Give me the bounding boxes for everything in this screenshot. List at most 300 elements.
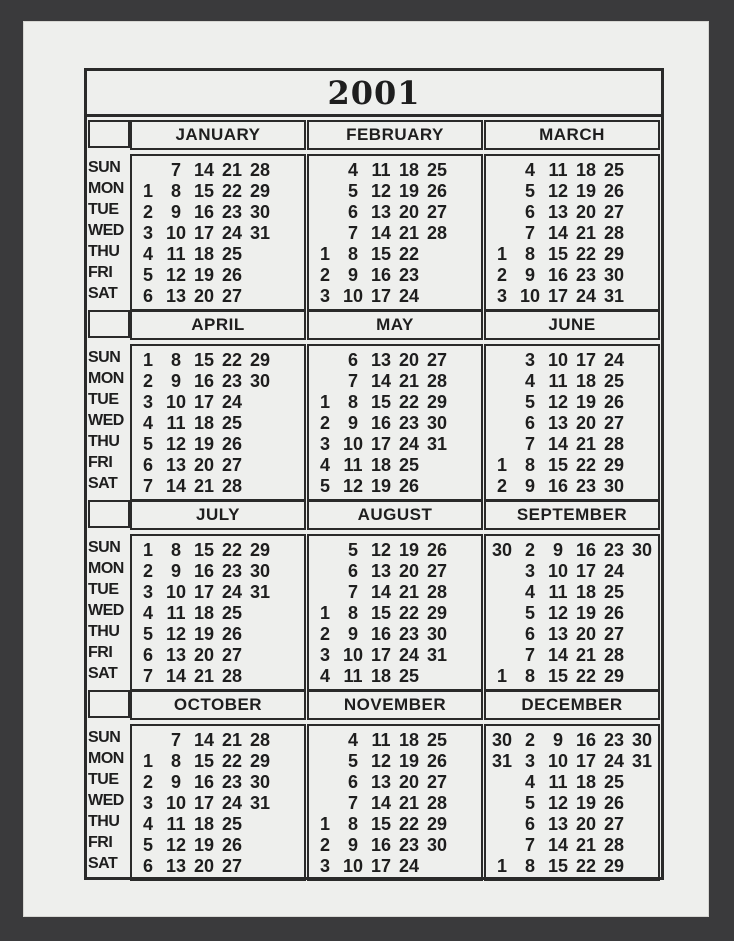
day-cell: 27 <box>603 413 625 433</box>
month-name: MAY <box>307 310 483 340</box>
day-cell <box>488 202 516 223</box>
month-days <box>307 724 483 881</box>
day-cell: 3 <box>319 645 330 665</box>
day-cell <box>451 751 479 772</box>
day-cell: 20 <box>193 645 215 665</box>
day-cell <box>423 455 451 476</box>
corner-cell <box>88 310 130 338</box>
month-days <box>130 154 306 311</box>
day-cell <box>246 265 274 286</box>
day-cell: 25 <box>221 603 243 623</box>
weekday-label: SAT <box>88 855 118 872</box>
day-cell: 9 <box>170 772 181 792</box>
day-cell: 20 <box>398 350 420 370</box>
day-cell: 18 <box>193 814 215 834</box>
day-cell: 12 <box>370 540 392 560</box>
day-cell: 30 <box>426 624 448 644</box>
day-cell: 4 <box>319 455 330 475</box>
day-cell: 18 <box>575 582 597 602</box>
month-october <box>130 690 306 881</box>
day-cell <box>488 814 516 835</box>
day-cell: 6 <box>347 561 358 581</box>
day-cell: 18 <box>370 666 392 686</box>
day-cell: 14 <box>193 160 215 180</box>
day-cell <box>628 392 656 413</box>
day-cell: 6 <box>142 455 153 475</box>
day-cell: 11 <box>166 413 186 433</box>
day-cell: 27 <box>426 202 448 222</box>
day-cell: 16 <box>370 624 392 644</box>
month-days <box>307 154 483 311</box>
day-cell: 3 <box>524 561 535 581</box>
day-cell: 20 <box>193 856 215 876</box>
day-cell <box>311 202 339 223</box>
day-cell: 11 <box>548 371 568 391</box>
day-cell: 17 <box>575 561 597 581</box>
day-cell: 14 <box>547 223 569 243</box>
day-cell <box>246 392 274 413</box>
day-cell <box>274 434 302 455</box>
month-november <box>307 690 483 881</box>
day-cell: 14 <box>370 223 392 243</box>
day-cell: 10 <box>165 582 187 602</box>
day-cell: 14 <box>370 793 392 813</box>
month-april <box>130 310 306 501</box>
day-cell <box>451 582 479 603</box>
day-cell: 12 <box>547 793 569 813</box>
day-cell: 1 <box>142 751 153 771</box>
day-cell <box>451 772 479 793</box>
day-cell <box>628 413 656 434</box>
day-cell: 7 <box>524 645 535 665</box>
day-cell <box>274 835 302 856</box>
day-cell: 30 <box>491 540 513 560</box>
day-cell: 1 <box>319 814 330 834</box>
day-cell: 24 <box>398 645 420 665</box>
day-cell <box>628 856 656 877</box>
day-cell: 19 <box>398 540 420 560</box>
day-cell <box>274 582 302 603</box>
day-cell <box>423 286 451 307</box>
day-cell: 9 <box>170 202 181 222</box>
corner-cell <box>88 500 130 528</box>
day-cell <box>451 392 479 413</box>
month-days <box>130 344 306 501</box>
day-cell: 14 <box>547 645 569 665</box>
day-cell: 28 <box>426 793 448 813</box>
title-box <box>86 71 662 117</box>
day-cell: 17 <box>547 286 569 306</box>
day-cell <box>311 751 339 772</box>
day-cell: 3 <box>319 286 330 306</box>
day-cell <box>488 223 516 244</box>
month-name: MARCH <box>484 120 660 150</box>
day-cell <box>628 181 656 202</box>
day-cell: 15 <box>193 540 215 560</box>
day-cell: 21 <box>398 793 420 813</box>
month-december <box>484 690 660 881</box>
weekday-label: MON <box>88 180 124 197</box>
day-cell <box>488 371 516 392</box>
day-cell: 15 <box>370 244 392 264</box>
day-cell <box>274 181 302 202</box>
day-cell: 12 <box>370 751 392 771</box>
day-cell <box>451 202 479 223</box>
month-days <box>307 344 483 501</box>
day-cell <box>451 455 479 476</box>
day-cell: 27 <box>603 814 625 834</box>
day-cell <box>628 371 656 392</box>
month-days <box>130 534 306 691</box>
day-cell: 25 <box>603 371 625 391</box>
weekday-label: FRI <box>88 454 113 471</box>
day-cell: 4 <box>524 582 535 602</box>
day-cell <box>423 476 451 497</box>
day-cell <box>134 160 162 181</box>
day-cell: 4 <box>524 371 535 391</box>
month-days <box>484 154 660 311</box>
day-cell <box>451 434 479 455</box>
day-cell <box>134 730 162 751</box>
day-cell: 23 <box>398 835 420 855</box>
day-cell: 18 <box>370 455 392 475</box>
day-cell: 30 <box>249 371 271 391</box>
day-cell: 15 <box>193 350 215 370</box>
day-cell <box>274 476 302 497</box>
day-cell <box>311 371 339 392</box>
month-name: AUGUST <box>307 500 483 530</box>
month-days <box>484 724 660 881</box>
day-cell: 29 <box>603 455 625 475</box>
day-cell: 18 <box>193 413 215 433</box>
day-cell: 16 <box>575 730 597 750</box>
day-cell: 12 <box>342 476 364 496</box>
day-cell: 27 <box>603 202 625 222</box>
day-cell: 30 <box>426 835 448 855</box>
day-cell: 13 <box>547 413 569 433</box>
weekday-label: WED <box>88 222 124 239</box>
day-cell: 16 <box>193 202 215 222</box>
day-cell <box>246 286 274 307</box>
month-september <box>484 500 660 691</box>
day-cell: 16 <box>547 265 569 285</box>
day-cell: 19 <box>193 624 215 644</box>
day-cell <box>311 181 339 202</box>
year-title: 2001 <box>327 73 421 112</box>
day-cell: 23 <box>221 561 243 581</box>
day-cell <box>451 350 479 371</box>
day-cell: 17 <box>370 434 392 454</box>
day-cell: 25 <box>221 244 243 264</box>
day-cell <box>628 793 656 814</box>
month-january <box>130 120 306 311</box>
day-cell: 1 <box>319 244 330 264</box>
day-cell <box>274 160 302 181</box>
month-name: JANUARY <box>130 120 306 150</box>
weekday-label: SUN <box>88 349 121 366</box>
day-cell: 7 <box>524 835 535 855</box>
day-cell <box>628 624 656 645</box>
day-cell <box>451 160 479 181</box>
weekday-labels <box>88 537 134 684</box>
day-cell: 22 <box>221 181 243 201</box>
day-cell: 26 <box>398 476 420 496</box>
day-cell <box>451 793 479 814</box>
day-cell <box>628 772 656 793</box>
day-cell: 18 <box>398 730 420 750</box>
day-cell: 22 <box>575 666 597 686</box>
weekday-label: FRI <box>88 834 113 851</box>
day-cell: 22 <box>221 540 243 560</box>
day-cell: 10 <box>547 751 569 771</box>
day-cell: 20 <box>398 772 420 792</box>
month-days <box>130 724 306 881</box>
day-cell: 15 <box>547 244 569 264</box>
day-cell: 14 <box>370 371 392 391</box>
day-cell: 19 <box>575 603 597 623</box>
day-cell: 16 <box>370 413 392 433</box>
day-cell: 14 <box>193 730 215 750</box>
day-cell: 30 <box>603 476 625 496</box>
day-cell <box>488 350 516 371</box>
day-cell: 10 <box>342 286 364 306</box>
day-cell: 4 <box>347 160 358 180</box>
day-cell: 10 <box>165 392 187 412</box>
month-july <box>130 500 306 691</box>
day-cell <box>451 476 479 497</box>
day-cell: 26 <box>221 835 243 855</box>
day-cell <box>451 624 479 645</box>
day-cell <box>488 582 516 603</box>
day-cell: 23 <box>398 265 420 285</box>
day-cell <box>451 540 479 561</box>
day-cell <box>423 856 451 877</box>
day-cell: 6 <box>524 202 535 222</box>
day-cell <box>628 350 656 371</box>
day-cell: 27 <box>603 624 625 644</box>
weekday-label: THU <box>88 433 120 450</box>
day-cell: 28 <box>426 582 448 602</box>
day-cell: 24 <box>398 434 420 454</box>
day-cell <box>246 835 274 856</box>
day-cell <box>488 835 516 856</box>
day-cell <box>628 244 656 265</box>
day-cell: 16 <box>370 835 392 855</box>
day-cell: 9 <box>347 624 358 644</box>
weekday-label: TUE <box>88 771 119 788</box>
month-name: JULY <box>130 500 306 530</box>
day-cell: 4 <box>524 772 535 792</box>
day-cell <box>451 645 479 666</box>
day-cell: 1 <box>319 392 330 412</box>
day-cell: 3 <box>142 793 153 813</box>
day-cell: 10 <box>547 561 569 581</box>
day-cell: 21 <box>575 434 597 454</box>
day-cell: 13 <box>370 772 392 792</box>
day-cell: 11 <box>166 814 186 834</box>
month-days <box>307 534 483 691</box>
weekday-label: THU <box>88 243 120 260</box>
day-cell: 12 <box>165 624 187 644</box>
day-cell: 16 <box>370 265 392 285</box>
day-cell <box>311 350 339 371</box>
day-cell: 19 <box>193 835 215 855</box>
day-cell <box>628 476 656 497</box>
day-cell: 7 <box>347 793 358 813</box>
day-cell: 2 <box>524 540 535 560</box>
day-cell <box>274 856 302 877</box>
day-cell: 20 <box>398 202 420 222</box>
day-cell: 5 <box>142 265 153 285</box>
corner-cell <box>88 690 130 718</box>
weekday-label: SUN <box>88 729 121 746</box>
day-cell: 25 <box>603 160 625 180</box>
day-cell: 4 <box>142 413 153 433</box>
day-cell: 8 <box>347 244 358 264</box>
day-cell: 10 <box>342 856 364 876</box>
weekday-label: WED <box>88 602 124 619</box>
day-cell: 23 <box>575 476 597 496</box>
day-cell: 12 <box>547 181 569 201</box>
day-cell: 2 <box>142 561 153 581</box>
day-cell: 7 <box>142 666 153 686</box>
day-cell: 16 <box>193 371 215 391</box>
day-cell: 26 <box>426 540 448 560</box>
month-name: DECEMBER <box>484 690 660 720</box>
day-cell: 29 <box>249 350 271 370</box>
day-cell: 21 <box>575 223 597 243</box>
day-cell: 25 <box>603 772 625 792</box>
day-cell: 15 <box>370 392 392 412</box>
day-cell: 15 <box>547 856 569 876</box>
day-cell: 29 <box>249 751 271 771</box>
weekday-label: TUE <box>88 391 119 408</box>
day-cell: 24 <box>221 582 243 602</box>
day-cell: 2 <box>524 730 535 750</box>
day-cell <box>451 835 479 856</box>
day-cell: 9 <box>524 476 535 496</box>
day-cell: 8 <box>524 455 535 475</box>
day-cell: 8 <box>347 814 358 834</box>
day-cell: 22 <box>398 814 420 834</box>
day-cell <box>451 561 479 582</box>
day-cell <box>274 814 302 835</box>
day-cell <box>451 666 479 687</box>
day-cell: 1 <box>496 666 507 686</box>
weekday-label: THU <box>88 813 120 830</box>
day-cell: 17 <box>193 793 215 813</box>
day-cell: 7 <box>142 476 153 496</box>
day-cell <box>423 265 451 286</box>
day-cell: 17 <box>370 286 392 306</box>
day-cell: 1 <box>142 181 153 201</box>
day-cell <box>246 645 274 666</box>
day-cell: 25 <box>221 413 243 433</box>
day-cell <box>274 645 302 666</box>
day-cell: 6 <box>524 814 535 834</box>
day-cell: 22 <box>575 244 597 264</box>
day-cell: 2 <box>319 835 330 855</box>
day-cell: 5 <box>347 181 358 201</box>
month-name: SEPTEMBER <box>484 500 660 530</box>
day-cell: 26 <box>603 181 625 201</box>
day-cell: 5 <box>524 603 535 623</box>
day-cell: 27 <box>221 645 243 665</box>
day-cell: 23 <box>221 371 243 391</box>
day-cell: 10 <box>519 286 541 306</box>
day-cell: 28 <box>221 666 243 686</box>
day-cell <box>628 645 656 666</box>
day-cell <box>274 202 302 223</box>
day-cell: 30 <box>426 413 448 433</box>
day-cell: 21 <box>221 160 243 180</box>
weekday-label: WED <box>88 412 124 429</box>
day-cell: 18 <box>575 160 597 180</box>
day-cell: 13 <box>370 350 392 370</box>
day-cell: 20 <box>575 202 597 222</box>
day-cell: 25 <box>426 730 448 750</box>
day-cell: 24 <box>575 286 597 306</box>
day-cell: 11 <box>343 455 363 475</box>
day-cell: 26 <box>221 624 243 644</box>
day-cell <box>488 392 516 413</box>
day-cell: 26 <box>426 181 448 201</box>
day-cell <box>246 624 274 645</box>
day-cell <box>451 286 479 307</box>
day-cell: 2 <box>496 476 507 496</box>
day-cell: 7 <box>347 371 358 391</box>
day-cell: 31 <box>603 286 625 306</box>
day-cell: 10 <box>547 350 569 370</box>
day-cell: 20 <box>193 455 215 475</box>
day-cell <box>274 265 302 286</box>
weekday-label: SUN <box>88 539 121 556</box>
day-cell <box>451 371 479 392</box>
day-cell: 23 <box>603 540 625 560</box>
day-cell: 25 <box>426 160 448 180</box>
day-cell <box>451 814 479 835</box>
day-cell: 20 <box>575 624 597 644</box>
day-cell: 8 <box>170 181 181 201</box>
weekday-labels <box>88 157 134 304</box>
day-cell: 12 <box>165 434 187 454</box>
day-cell: 25 <box>398 455 420 475</box>
day-cell: 16 <box>193 561 215 581</box>
day-cell <box>274 223 302 244</box>
day-cell: 13 <box>165 286 187 306</box>
month-august <box>307 500 483 691</box>
day-cell: 8 <box>524 666 535 686</box>
day-cell: 7 <box>524 223 535 243</box>
day-cell <box>274 730 302 751</box>
day-cell: 5 <box>524 181 535 201</box>
day-cell: 21 <box>193 666 215 686</box>
day-cell: 20 <box>575 814 597 834</box>
day-cell: 18 <box>398 160 420 180</box>
day-cell: 26 <box>221 265 243 285</box>
day-cell: 29 <box>426 392 448 412</box>
day-cell: 3 <box>319 434 330 454</box>
day-cell: 11 <box>548 772 568 792</box>
day-cell <box>451 265 479 286</box>
day-cell: 13 <box>165 645 187 665</box>
day-cell <box>451 181 479 202</box>
day-cell: 21 <box>398 582 420 602</box>
day-cell: 20 <box>193 286 215 306</box>
day-cell: 24 <box>603 561 625 581</box>
day-cell: 18 <box>575 371 597 391</box>
day-cell: 11 <box>343 666 363 686</box>
